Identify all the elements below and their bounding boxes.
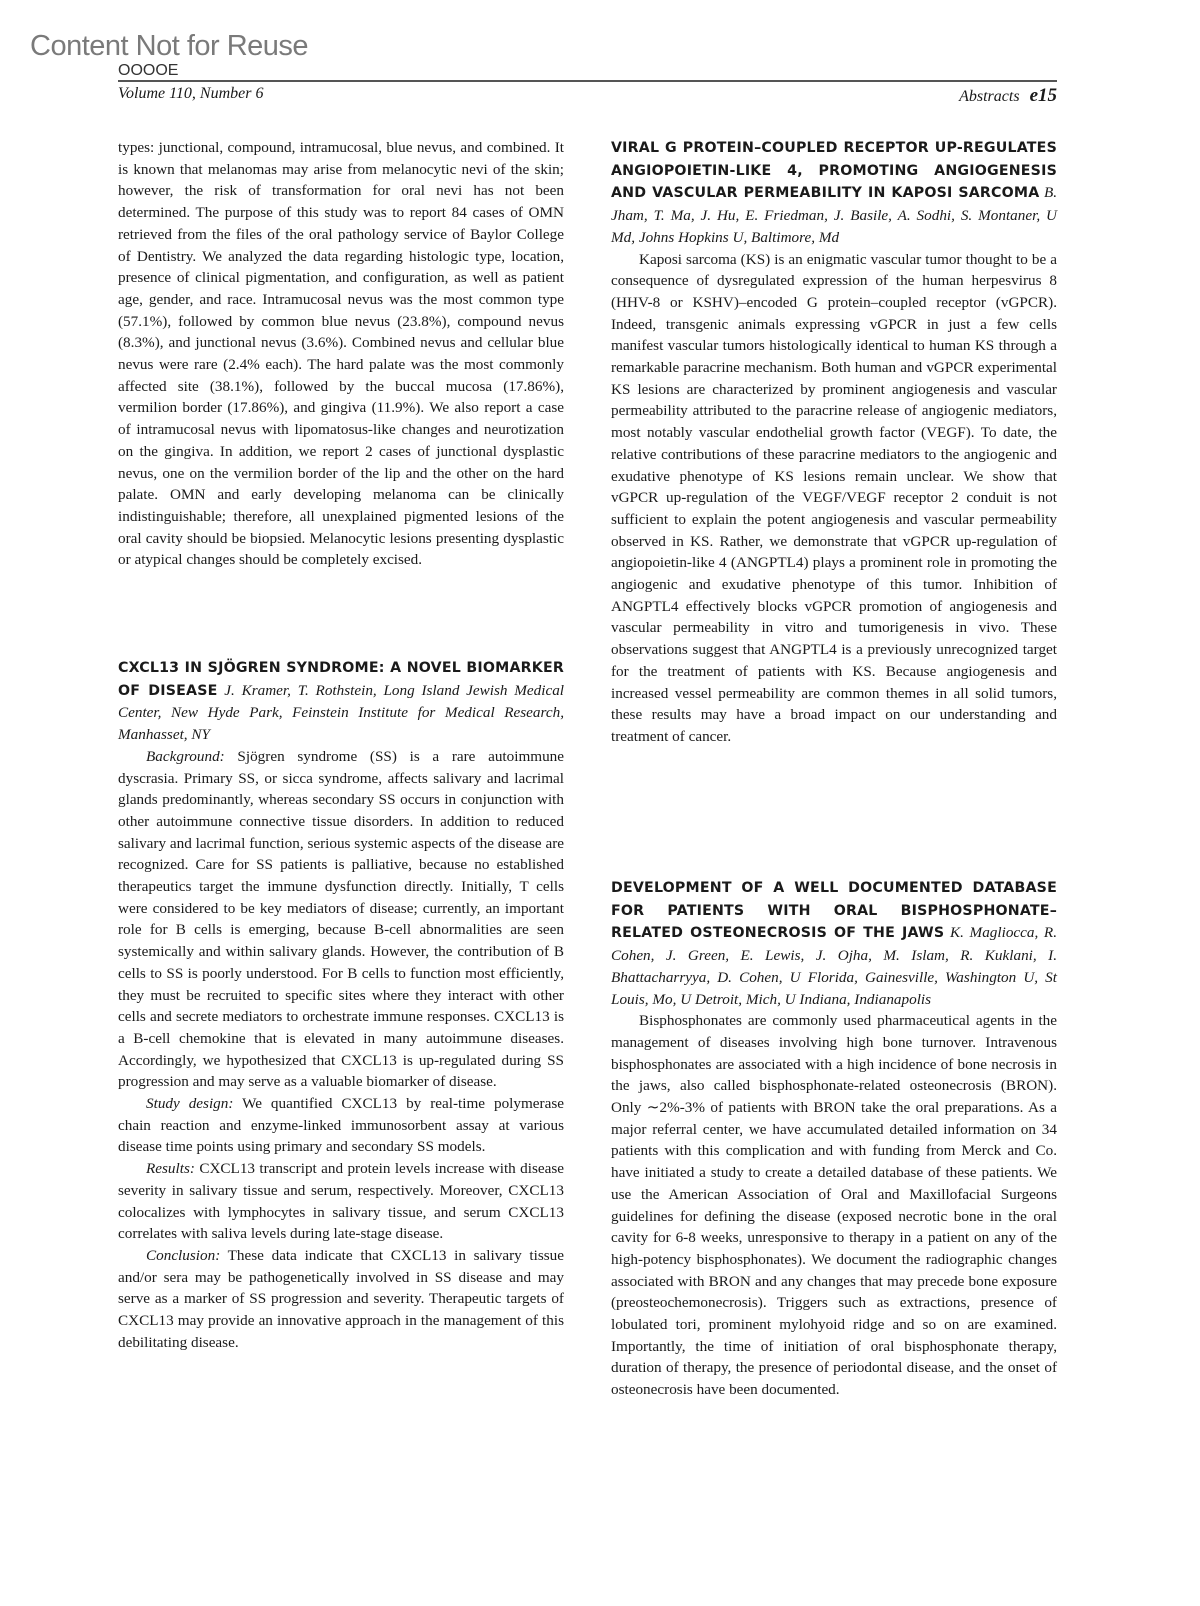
abstract-paragraph [118, 746, 564, 1093]
paragraph-text: Bisphosphonates are commonly used pharmaceutical agents in the management of diseases involving high bone turnover. Intravenous bisphosphonates are associated with a high incidence of bone necrosis in the jaws, also called bisphosphonate-related osteonecrosis (BRON). Only ∼2%-3% of patients with BRON take the oral preparations. As a major referral center, we have accumulated detailed information on 34 patients with this complication and with funding from Merck and Co. have initiated a study to create a detailed database of these patients. We use the American Association of Oral and Maxillofacial Surgeons guidelines for defining the disease (exposed necrotic bone in the oral cavity for 6-8 weeks, unresponsive to therapy in a patient on any of the high-potency bisphosphonates). We document the radiographic changes associated with BRON and any changes that may precede bone exposure (preosteochemonecrosis). Triggers such as extractions, presence of lobulated tori, prominent mylohyoid ridge and so on are examined. Importantly, the time of initiation of oral bisphosphonate therapy, duration of therapy, the presence of periodontal disease, and the onset of osteonecrosis have been documented. [611, 1012, 1057, 1399]
paragraph-label: Background: [146, 747, 225, 765]
abstract-paragraph [118, 1158, 564, 1245]
abstract-paragraph [611, 249, 1057, 748]
abstract-authors: K. Magliocca, R. Cohen, J. Green, E. Lewis, J. Ojha, M. Islam, R. Kuklani, I. Bhattacharryya, D. Cohen, U Florida, Gainesville, Washington U, St Louis, Mo, U Detroit, Mich, U Indiana, Indianapolis [611, 924, 1058, 1008]
abstract-cxcl13 [118, 657, 564, 1354]
paragraph-text: We quantified CXCL13 by real-time polymerase chain reaction and enzyme-linked immunosorbent assay at various disease time points using primary and secondary SS models. [118, 1095, 564, 1156]
abstract-paragraph [118, 1093, 564, 1158]
abstract-bron-database [611, 877, 1057, 1401]
paragraph-text: CXCL13 transcript and protein levels increase with disease severity in salivary tissue and serum, respectively. Moreover, CXCL13 colocalizes with lymphocytes in salivary tissue, and serum CXCL13 correlates with saliva levels during late-stage disease. [118, 1160, 565, 1243]
abstract-paragraph [118, 137, 564, 571]
abstract-title: VIRAL G PROTEIN–COUPLED RECEPTOR UP-REGULATES ANGIOPOIETIN-LIKE 4, PROMOTING ANGIOGENESIS AND VASCULAR PERMEABILITY IN KAPOSI SARCOMA [611, 140, 1057, 202]
page-number: e15 [1029, 85, 1057, 106]
abstract-paragraph [118, 1245, 564, 1354]
paragraph-text: These data indicate that CXCL13 in salivary tissue and/or sera may be pathogenetically involved in SS disease and may serve as a marker of SS progression and severity. Therapeutic targets of CXCL13 may provide an innovative approach in the management of this debilitating disease. [118, 1246, 564, 1351]
paragraph-label: Conclusion: [146, 1246, 221, 1264]
section-name: Abstracts [959, 88, 1020, 105]
abstract-authors: J. Kramer, T. Rothstein, Long Island Jewish Medical Center, New Hyde Park, Feinstein Institute for Medical Research, Manhasset, NY [118, 681, 565, 744]
paragraph-label: Results: [146, 1160, 195, 1178]
abstract-title: CXCL13 IN SJÖGREN SYNDROME: A NOVEL BIOMARKER OF DISEASE [118, 660, 564, 699]
paragraph-text: Sjögren syndrome (SS) is a rare autoimmune dyscrasia. Primary SS, or sicca syndrome, affects salivary and lacrimal glands predominantly, whereas secondary SS occurs in conjunction with other autoimmune connective tissue disorders. In addition to reduced salivary and lacrimal function, serious systemic aspects of the disease are recognized. Care for SS patients is palliative, because no established therapeutics target the immune dysfunction directly. Initially, T cells were considered to be key mediators of disease; currently, an important role for B cells is emerging, because B-cell abnormalities are seen systemically and within salivary glands. However, the contribution of B cells to SS is poorly understood. For B cells to function most efficiently, they must be recruited to specific sites where they interact with other cells and secrete mediators to orchestrate immune responses. CXCL13 is a B-cell chemokine that is elevated in many autoimmune diseases. Accordingly, we hypothesized that CXCL13 is up-regulated during SS progression and may serve as a valuable biomarker of disease. [118, 747, 565, 1091]
page-info [959, 85, 1057, 107]
abstract-continued [118, 137, 564, 571]
header-rule [118, 80, 1057, 82]
abstract-heading [611, 877, 1057, 1010]
watermark: Content Not for Reuse [30, 30, 309, 62]
volume-info: Volume 110, Number 6 [118, 85, 264, 102]
paragraph-text: Kaposi sarcoma (KS) is an enigmatic vascular tumor thought to be a consequence of dysregulated expression of the human herpesvirus 8 (HHV-8 or KSHV)–encoded G protein–coupled receptor (vGPCR). Indeed, transgenic animals expressing vGPCR in just a few cells manifest vascular tumors histologically identical to human KS through a remarkable paracrine mechanism. Both human and vGPCR experimental KS lesions are characterized by prominent angiogenesis and vascular permeability attributed to the paracrine release of angiogenic mediators, most notably vascular endothelial growth factor (VEGF). To date, the relative contributions of these paracrine mediators to the angiogenic and exudative phenotype of KS lesions remain unclear. We show that vGPCR up-regulation of the VEGF/VEGF receptor 2 conduit is not sufficient to explain the potent angiogenesis and vascular permeability observed in KS. Rather, we demonstrate that vGPCR up-regulation of angiopoietin-like 4 (ANGPTL4) plays a prominent role in promoting the angiogenic and exudative phenotype of this tumor. Inhibition of ANGPTL4 effectively blocks vGPCR promotion of angiogenesis and vascular permeability in vitro and tumorigenesis in vivo. These observations suggest that ANGPTL4 is a previously unrecognized target for the treatment of patients with KS. Because angiogenesis and increased vessel permeability are common themes in all solid tumors, these results may have a broad impact on our understanding and treatment of cancer. [611, 250, 1057, 745]
abstract-heading [118, 657, 564, 746]
abstract-title: DEVELOPMENT OF A WELL DOCUMENTED DATABASE FOR PATIENTS WITH ORAL BISPHOSPHONATE–RELATED OSTEONECROSIS OF THE JAWS [611, 880, 1057, 942]
paragraph-text: types: junctional, compound, intramucosal, blue nevus, and combined. It is known that melanomas may arise from melanocytic nevi of the skin; however, the risk of transformation for oral nevi has not been determined. The purpose of this study was to report 84 cases of OMN retrieved from the files of the oral pathology service of Baylor College of Dentistry. We analyzed the data regarding histologic type, location, presence of clinical pigmentation, and configuration, as well as patient age, gender, and race. Intramucosal nevus was the most common type (57.1%), followed by common blue nevus (23.8%), compound nevus (8.3%), and junctional nevus (3.6%). Combined nevus and cellular blue nevus were rare (2.4% each). The hard palate was the most commonly affected site (38.1%), followed by the buccal mucosa (17.86%), vermilion border (17.86%), and gingiva (11.9%). We also report a case of intramucosal nevus with lipomatosus-like changes and neurotization on the gingiva. In addition, we report 2 cases of junctional dysplastic nevus, one on the vermilion border of the lip and the other on the hard palate. OMN and early developing melanoma can be clinically indistinguishable; therefore, all unexplained pigmented lesions of the oral cavity should be biopsied. Melanocytic lesions presenting dysplastic or atypical changes should be completely excised. [118, 139, 564, 569]
abstract-paragraph [611, 1010, 1057, 1401]
journal-name: OOOOE [118, 62, 179, 79]
abstract-heading [611, 137, 1057, 249]
abstract-vgpcr [611, 137, 1057, 748]
paragraph-label: Study design: [146, 1095, 234, 1113]
abstract-authors: B. Jham, T. Ma, J. Hu, E. Friedman, J. Basile, A. Sodhi, S. Montaner, U Md, Johns Hopkins U, Baltimore, Md [611, 184, 1058, 246]
